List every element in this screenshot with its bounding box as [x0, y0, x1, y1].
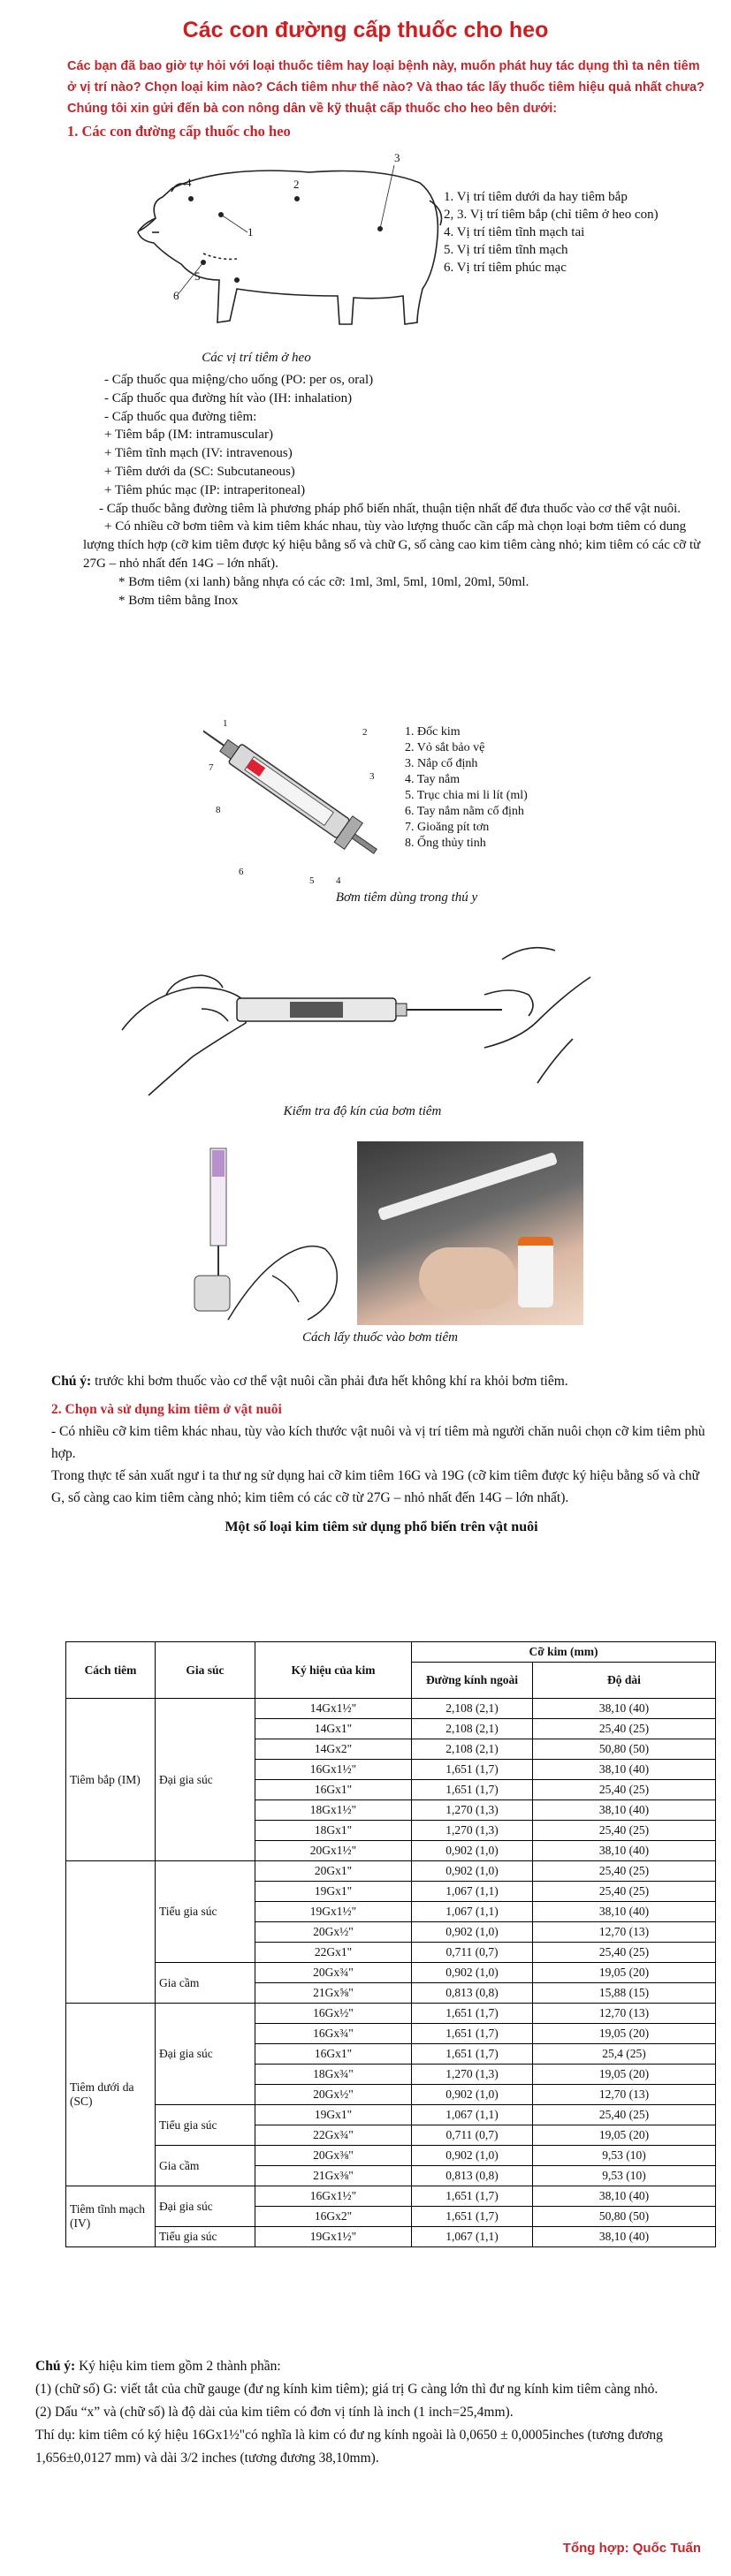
header-diameter: Đường kính ngoài	[412, 1663, 533, 1699]
cell-length: 15,88 (15)	[533, 1983, 716, 2004]
syringe-figure	[0, 698, 731, 910]
cell-code: 16Gx1½"	[255, 1760, 412, 1780]
cell-diameter: 0,902 (1,0)	[412, 1841, 533, 1861]
cell-diameter: 1,651 (1,7)	[412, 1760, 533, 1780]
cell-diameter: 0,902 (1,0)	[412, 2146, 533, 2166]
cell-length: 25,40 (25)	[533, 1780, 716, 1800]
injection-paragraph: - Cấp thuốc bằng đường tiêm là phương pháp phổ biến nhất, thuận tiện nhất để đưa thuốc vào cơ thể vật nuôi.	[99, 501, 682, 516]
cell-code: 21Gx⅝"	[255, 1983, 412, 2004]
cell-diameter: 1,651 (1,7)	[412, 1780, 533, 1800]
cell-code: 20Gx1½"	[255, 1841, 412, 1861]
intro-paragraph: Các bạn đã bao giờ tự hỏi với loại thuốc tiêm hay loại bệnh này, muốn phát huy tác dụng thì ta nên tiêm ở vị trí nào? Chọn loại kim nào? Cách tiêm như thế nào? Và thao tác lấy thuốc tiêm hiệu quả nhất chưa? Chúng tôi xin gửi đến bà con nông dân về kỹ thuật cấp thuốc cho heo bên dưới:	[67, 59, 704, 116]
syringe-caption: Bơm tiêm dùng trong thú y	[335, 890, 478, 905]
cell-code: 20Gx¾"	[255, 1963, 412, 1983]
syringe-number-7: 7	[209, 762, 214, 773]
table-row	[66, 2004, 716, 2024]
cell-length: 9,53 (10)	[533, 2166, 716, 2186]
footer-credit: Tổng hợp: Quốc Tuấn	[562, 2541, 701, 2556]
table-row	[66, 1963, 716, 1983]
route-ip: + Tiêm phúc mạc (IP: intraperitoneal)	[104, 482, 306, 497]
cell-diameter: 0,813 (0,8)	[412, 2166, 533, 2186]
cell-length: 50,80 (50)	[533, 2207, 716, 2227]
check-caption: Kiểm tra độ kín của bơm tiêm	[283, 1104, 442, 1118]
cell-length: 38,10 (40)	[533, 1800, 716, 1821]
cell-diameter: 0,902 (1,0)	[412, 1922, 533, 1943]
cell-diameter: 0,711 (0,7)	[412, 1943, 533, 1963]
needle-table	[65, 1641, 716, 2247]
injection-paragraphs	[0, 500, 731, 610]
cell-length: 38,10 (40)	[533, 1841, 716, 1861]
cell-diameter: 0,902 (1,0)	[412, 2085, 533, 2105]
pig-marker-4	[188, 196, 194, 201]
pig-number-3: 3	[394, 151, 400, 164]
syringe-number-2: 2	[362, 727, 368, 738]
route-oral: - Cấp thuốc qua miệng/cho uống (PO: per os, oral)	[104, 373, 374, 387]
cell-animal: Đại gia súc	[156, 1699, 255, 1861]
cell-code: 20Gx1"	[255, 1861, 412, 1882]
cell-diameter: 1,067 (1,1)	[412, 1882, 533, 1902]
header-route: Cách tiêm	[66, 1642, 156, 1699]
cell-length: 12,70 (13)	[533, 1922, 716, 1943]
cell-length: 19,05 (20)	[533, 2125, 716, 2146]
cell-length: 25,40 (25)	[533, 1719, 716, 1739]
syringe-type-plastic: * Bơm tiêm (xi lanh) bằng nhựa có các cỡ: 1ml, 3ml, 5ml, 10ml, 20ml, 50ml.	[118, 574, 529, 589]
header-size: Cỡ kim (mm)	[412, 1642, 716, 1663]
cell-code: 16Gx½"	[255, 2004, 412, 2024]
cell-code: 16Gx1½"	[255, 2186, 412, 2207]
cell-length: 19,05 (20)	[533, 1963, 716, 1983]
cell-diameter: 1,651 (1,7)	[412, 2004, 533, 2024]
pig-marker-2	[294, 196, 300, 201]
cell-diameter: 2,108 (2,1)	[412, 1739, 533, 1760]
pig-number-1: 1	[247, 225, 254, 239]
pig-number-5: 5	[194, 269, 201, 283]
table-row	[66, 1861, 716, 1882]
drawing-medicine-photo	[357, 1141, 583, 1325]
cell-diameter: 2,108 (2,1)	[412, 1719, 533, 1739]
table-row	[66, 2146, 716, 2166]
check-figure	[0, 924, 731, 1127]
cell-code: 19Gx1½"	[255, 2227, 412, 2247]
drawing-medicine-illustration	[175, 1143, 352, 1329]
pig-number-6: 6	[173, 289, 179, 302]
syringe-part-1: 1. Đốc kim	[405, 725, 461, 739]
syringe-number-1: 1	[223, 718, 228, 729]
syringe-number-5: 5	[309, 875, 315, 886]
syringe-number-8: 8	[216, 805, 221, 815]
note-2-label: Chú ý:	[35, 2359, 76, 2374]
cell-diameter: 1,651 (1,7)	[412, 2044, 533, 2065]
note-2-example: Thí dụ: kim tiêm có ký hiệu 16Gx1½"có nghĩa là kim có đư ng kính ngoài là 0,0650 ± 0,0005inches (tương đương 1,656±0,0127 mm) và dài 3/2 inches (tương đương 38,10mm).	[35, 2428, 663, 2466]
route-inhalation: - Cấp thuốc qua đường hít vào (IH: inhalation)	[104, 390, 353, 405]
table-row	[66, 2186, 716, 2207]
cell-diameter: 1,067 (1,1)	[412, 1902, 533, 1922]
cell-length: 19,05 (20)	[533, 2065, 716, 2085]
section-1-heading: 1. Các con đường cấp thuốc cho heo	[67, 123, 291, 140]
syringe-paragraph: + Có nhiều cỡ bơm tiêm và kim tiêm khác nhau, tùy vào lượng thuốc cần cấp mà chọn loại bơm tiêm có dung lượng thích hợp (cỡ kim tiêm được ký hiệu bằng số và chữ G, số càng cao kim tiêm càng nhỏ; kim tiêm có các cỡ từ 27G – nhỏ nhất đến 14G – lớn nhất).	[83, 519, 701, 571]
note-1	[51, 1369, 712, 1393]
cell-code: 19Gx1½"	[255, 1902, 412, 1922]
cell-animal: Gia cầm	[156, 2146, 255, 2186]
note-2-item-2: (2) Dấu “x” và (chữ số) là độ dài của kim tiêm có đơn vị tính là inch (1 inch=25,4mm).	[35, 2405, 514, 2420]
draw-caption: Cách lấy thuốc vào bơm tiêm	[302, 1330, 458, 1345]
header-animal: Gia súc	[156, 1642, 255, 1699]
pig-caption: Các vị trí tiêm ở heo	[202, 351, 311, 365]
note-2-text: Ký hiệu kim tiem gồm 2 thành phần:	[75, 2359, 281, 2374]
cell-length: 12,70 (13)	[533, 2085, 716, 2105]
pig-number-4: 4	[186, 176, 192, 189]
cell-diameter: 1,067 (1,1)	[412, 2105, 533, 2125]
cell-code: 16Gx1"	[255, 2044, 412, 2065]
cell-route: Tiêm dưới da (SC)	[66, 2004, 156, 2186]
header-code: Ký hiệu của kim	[255, 1642, 412, 1699]
syringe-part-6: 6. Tay nắm nằm cố định	[405, 805, 524, 818]
syringe-part-8: 8. Ống thủy tinh	[405, 837, 486, 850]
cell-diameter: 1,270 (1,3)	[412, 2065, 533, 2085]
cell-animal: Đại gia súc	[156, 2004, 255, 2105]
pig-label-4: 4. Vị trí tiêm tĩnh mạch tai	[444, 225, 585, 239]
cell-length: 38,10 (40)	[533, 2227, 716, 2247]
cell-diameter: 2,108 (2,1)	[412, 1699, 533, 1719]
cell-code: 22Gx1"	[255, 1943, 412, 1963]
table-title: Một số loại kim tiêm sử dụng phổ biến trên vật nuôi	[225, 1519, 538, 1534]
cell-route	[66, 1861, 156, 2004]
cell-length: 25,40 (25)	[533, 2105, 716, 2125]
cell-length: 25,40 (25)	[533, 1943, 716, 1963]
cell-length: 38,10 (40)	[533, 1902, 716, 1922]
cell-diameter: 0,711 (0,7)	[412, 2125, 533, 2146]
cell-diameter: 1,270 (1,3)	[412, 1821, 533, 1841]
pig-marker-6	[234, 277, 240, 283]
note-2-item-1: (1) (chữ số) G: viết tắt của chữ gauge (đư ng kính kim tiêm); giá trị G càng lớn thì đư ng kính kim tiêm càng nhỏ.	[35, 2382, 659, 2397]
cell-route: Tiêm tĩnh mạch (IV)	[66, 2186, 156, 2247]
cell-diameter: 1,270 (1,3)	[412, 1800, 533, 1821]
note-1-label: Chú ý:	[51, 1374, 92, 1389]
syringe-part-7: 7. Gioăng pít tơn	[405, 821, 490, 834]
cell-length: 50,80 (50)	[533, 1739, 716, 1760]
route-iv: + Tiêm tĩnh mạch (IV: intravenous)	[104, 446, 293, 461]
pig-label-6: 6. Vị trí tiêm phúc mạc	[444, 261, 567, 275]
syringe-part-3: 3. Nắp cố định	[405, 757, 478, 770]
cell-length: 38,10 (40)	[533, 1699, 716, 1719]
syringe-number-6: 6	[239, 867, 244, 877]
syringe-parts-legend	[405, 724, 528, 852]
cell-code: 18Gx1½"	[255, 1800, 412, 1821]
header-length: Độ dài	[533, 1663, 716, 1699]
cell-code: 20Gx½"	[255, 1922, 412, 1943]
table-row	[66, 1699, 716, 1719]
pig-number-2: 2	[293, 178, 300, 191]
cell-diameter: 1,651 (1,7)	[412, 2024, 533, 2044]
cell-length: 25,40 (25)	[533, 1882, 716, 1902]
cell-code: 18Gx1"	[255, 1821, 412, 1841]
needle-table-body	[66, 1699, 716, 2247]
cell-length: 38,10 (40)	[533, 1760, 716, 1780]
routes-list	[0, 371, 731, 500]
cell-code: 21Gx⅜"	[255, 2166, 412, 2186]
syringe-part-5: 5. Trục chia mi li lít (ml)	[405, 789, 528, 802]
cell-code: 16Gx1"	[255, 1780, 412, 1800]
section-2-para-a: - Có nhiều cỡ kim tiêm khác nhau, tùy vào kích thước vật nuôi và vị trí tiêm mà người chăn nuôi chọn cỡ kim tiêm phù hợp.	[51, 1424, 705, 1461]
cell-length: 25,4 (25)	[533, 2044, 716, 2065]
cell-animal: Tiểu gia súc	[156, 2105, 255, 2146]
cell-code: 16Gx¾"	[255, 2024, 412, 2044]
cell-animal: Đại gia súc	[156, 2186, 255, 2227]
section-2-para-b: Trong thực tế sản xuất ngư i ta thư ng sử dụng hai cỡ kim tiêm 16G và 19G (cỡ kim tiêm được ký hiệu bằng số và chữ G, số càng cao kim tiêm càng nhỏ; kim tiêm có các cỡ từ 27G – nhỏ nhất đến 14G – lớn nhất).	[51, 1468, 700, 1505]
cell-length: 12,70 (13)	[533, 2004, 716, 2024]
table-row	[66, 2105, 716, 2125]
syringe-number-3: 3	[369, 771, 375, 782]
cell-length: 25,40 (25)	[533, 1821, 716, 1841]
syringe-number-4: 4	[336, 875, 341, 886]
table-row	[66, 2227, 716, 2247]
cell-length: 25,40 (25)	[533, 1861, 716, 1882]
note-1-text: trước khi bơm thuốc vào cơ thể vật nuôi cần phải đưa hết không khí ra khỏi bơm tiêm.	[91, 1374, 568, 1389]
syringe-type-steel: * Bơm tiêm bằng Inox	[118, 593, 239, 608]
syringe-part-4: 4. Tay nắm	[405, 773, 461, 786]
cell-code: 14Gx2"	[255, 1739, 412, 1760]
pig-injection-sites-legend	[444, 188, 709, 277]
cell-animal: Tiểu gia súc	[156, 2227, 255, 2247]
cell-diameter: 1,651 (1,7)	[412, 2186, 533, 2207]
draw-figure	[0, 1141, 731, 1353]
cell-animal: Tiểu gia súc	[156, 1861, 255, 1963]
cell-code: 14Gx1"	[255, 1719, 412, 1739]
cell-diameter: 0,902 (1,0)	[412, 1963, 533, 1983]
pig-label-2: 2, 3. Vị trí tiêm bắp (chỉ tiêm ở heo con)	[444, 208, 659, 222]
note-2-block	[0, 2355, 731, 2470]
pig-label-5: 5. Vị trí tiêm tĩnh mạch	[444, 243, 568, 257]
cell-length: 19,05 (20)	[533, 2024, 716, 2044]
section-2-heading: 2. Chọn và sử dụng kim tiêm ở vật nuôi	[51, 1402, 282, 1417]
cell-code: 19Gx1"	[255, 2105, 412, 2125]
pig-figure	[0, 140, 731, 383]
cell-diameter: 0,813 (0,8)	[412, 1983, 533, 2004]
cell-code: 22Gx¾"	[255, 2125, 412, 2146]
cell-route: Tiêm bắp (IM)	[66, 1699, 156, 1861]
cell-diameter: 1,651 (1,7)	[412, 2207, 533, 2227]
pig-label-1: 1. Vị trí tiêm dưới da hay tiêm bắp	[444, 190, 628, 204]
route-sc: + Tiêm dưới da (SC: Subcutaneous)	[104, 464, 295, 479]
cell-diameter: 0,902 (1,0)	[412, 1861, 533, 1882]
cell-code: 14Gx1½"	[255, 1699, 412, 1719]
cell-animal: Gia cầm	[156, 1963, 255, 2004]
cell-code: 20Gx⅜"	[255, 2146, 412, 2166]
section-2-text	[0, 1369, 731, 1538]
syringe-part-2: 2. Vỏ sắt bảo vệ	[405, 741, 485, 754]
cell-code: 18Gx¾"	[255, 2065, 412, 2085]
cell-length: 38,10 (40)	[533, 2186, 716, 2207]
cell-length: 9,53 (10)	[533, 2146, 716, 2166]
cell-diameter: 1,067 (1,1)	[412, 2227, 533, 2247]
cell-code: 16Gx2"	[255, 2207, 412, 2227]
cell-code: 19Gx1"	[255, 1882, 412, 1902]
note-2	[35, 2355, 731, 2378]
hands-checking-illustration	[113, 924, 608, 1101]
page-title: Các con đường cấp thuốc cho heo	[182, 18, 549, 42]
route-injection: - Cấp thuốc qua đường tiêm:	[104, 409, 257, 424]
syringe-illustration	[203, 707, 380, 892]
cell-code: 20Gx½"	[255, 2085, 412, 2105]
route-im: + Tiêm bắp (IM: intramuscular)	[104, 428, 273, 443]
